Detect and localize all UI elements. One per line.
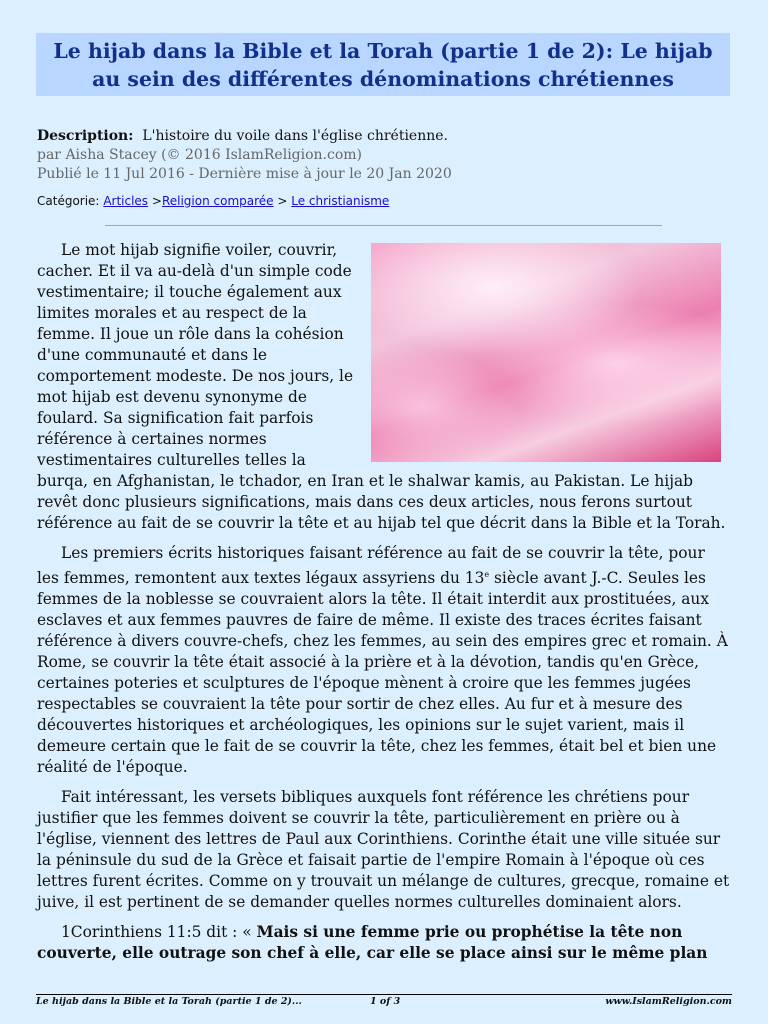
page-title: Le hijab dans la Bible et la Torah (partie 1 de 2): Le hijab au sein des différentes dénominations chrétiennes [53, 38, 713, 91]
article-body [37, 240, 731, 973]
category-link-articles[interactable]: Articles [103, 194, 149, 208]
page-footer [36, 996, 732, 1010]
category-link-christianisme[interactable]: Le christianisme [291, 194, 390, 208]
category-breadcrumb [37, 193, 389, 209]
footer-divider [36, 994, 732, 995]
author-line: par Aisha Stacey (© 2016 IslamReligion.com) [37, 147, 363, 163]
footer-site: www.IslamReligion.com [605, 996, 732, 1007]
paragraph-2-text-b: siècle avant J.-C. Seules les femmes de la noblesse se couvraient alors la tête. Il était interdit aux prostituées, aux esclaves et aux femmes pauvres de faire de même. Il existe des traces écrites faisant référence à divers couvre-chefs, chez les femmes, au sein des empires grec et romain. À Rome, se couvrir la tête était associé à la prière et à la dévotion, tandis qu'en Grèce, certaines poteries et sculptures de l'époque mènent à croire que les femmes jugées respectables se couvraient la tête pour sortir de chez elles. Au fur et à mesure des découvertes historiques et archéologiques, les opinions sur le sujet varient, mais il demeure certain que le fait de se couvrir la tête, chez les femmes, était bel et bien une réalité de l'époque. [37, 569, 728, 777]
category-link-religion-comparee[interactable]: Religion comparée [161, 194, 274, 208]
verse-reference: 1Corinthiens 11:5 dit : « [61, 923, 257, 942]
paragraph-4 [37, 922, 731, 964]
footer-page-number: 1 of 3 [370, 996, 401, 1007]
paragraph-1: Le mot hijab signifie voiler, couvrir, cacher. Et il va au-delà d'un simple code vestimentaire; il touche également aux limites morales et au respect de la femme. Il joue un rôle dans la cohésion d'une communauté et dans le comportement modeste. De nos jours, le mot hijab est devenu synonyme de foulard. Sa signification fait parfois référence à certaines normes vestimentaires culturelles telles la burqa, en Afghanistan, le tchador, en Iran et le shalwar kamis, au Pakistan. Le hijab revêt donc plusieurs significations, mais dans ces deux articles, nous ferons surtout référence au fait de se couvrir la tête et au hijab tel que décrit dans la Bible et la Torah. [37, 241, 726, 532]
header-divider [105, 225, 662, 226]
footer-title: Le hijab dans la Bible et la Torah (partie 1 de 2)... [36, 996, 302, 1007]
category-label: Catégorie: [37, 194, 100, 208]
superscript: e [484, 570, 490, 579]
description-line [37, 127, 727, 146]
breadcrumb-separator: > [148, 194, 162, 208]
title-banner [36, 33, 730, 96]
paragraph-2 [37, 543, 731, 778]
verse-quote: Mais si une femme prie ou prophétise la tête non couverte, elle outrage son chef à elle, car elle se place ainsi sur le même plan [37, 923, 708, 963]
description-text: L'histoire du voile dans l'église chrétienne. [142, 128, 448, 144]
description-label: Description: [37, 128, 134, 144]
breadcrumb-separator: > [273, 194, 292, 208]
article-meta [37, 127, 727, 184]
dates-line: Publié le 11 Jul 2016 - Dernière mise à jour le 20 Jan 2020 [37, 166, 452, 182]
paragraph-3: Fait intéressant, les versets bibliques auxquels font référence les chrétiens pour justifier que les femmes doivent se couvrir la tête, particulièrement en prière ou à l'église, viennent des lettres de Paul aux Corinthiens. Corinthe était une ville située sur la péninsule du sud de la Grèce et faisait partie de l'empire Romain à l'époque où ces lettres furent écrites. Comme on y trouvait un mélange de cultures, grecque, romaine et juive, il est pertinent de se demander quelles normes culturelles dominaient alors. [37, 788, 730, 912]
pink-fabric-image [371, 243, 721, 462]
paragraph-2-text-a: Les premiers écrits historiques faisant référence au fait de se couvrir la tête, pour les femmes, remontent aux textes légaux assyriens du 13 [37, 544, 705, 588]
